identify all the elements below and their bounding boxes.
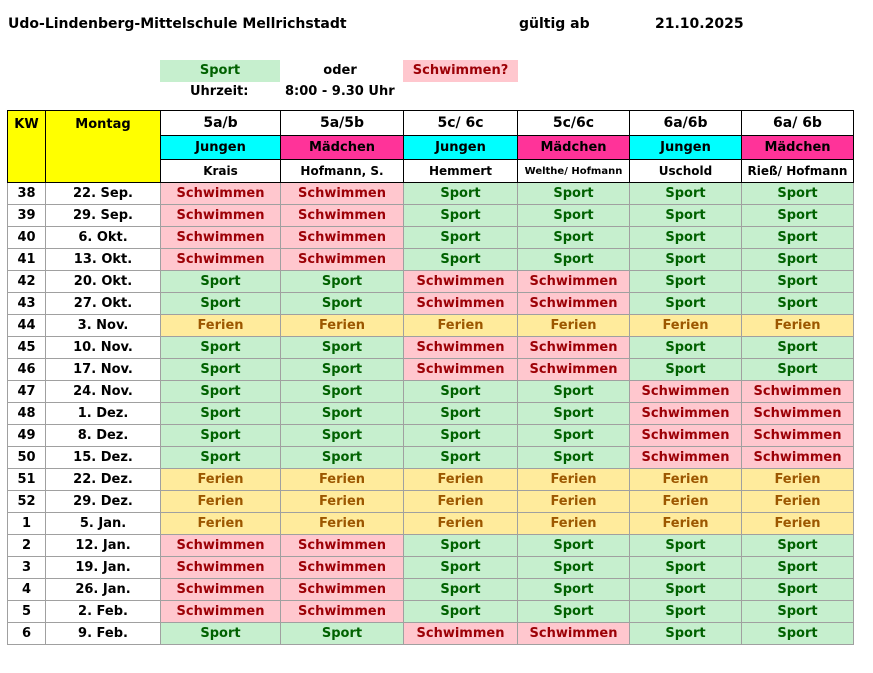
schedule-cell: Sport	[742, 293, 854, 315]
monday-date: 10. Nov.	[46, 337, 161, 359]
schedule-cell: Sport	[630, 623, 742, 645]
schedule-cell: Schwimmen	[404, 271, 518, 293]
schedule-cell: Schwimmen	[281, 205, 404, 227]
schedule-cell: Ferien	[518, 513, 630, 535]
schedule-cell: Sport	[161, 425, 281, 447]
schedule-table	[7, 110, 854, 645]
week-number: 48	[8, 403, 46, 425]
schedule-cell: Sport	[630, 359, 742, 381]
schedule-cell: Sport	[518, 447, 630, 469]
week-number: 1	[8, 513, 46, 535]
schedule-cell: Sport	[161, 271, 281, 293]
monday-date: 19. Jan.	[46, 557, 161, 579]
table-row	[8, 205, 854, 227]
table-row	[8, 535, 854, 557]
schedule-cell: Schwimmen	[281, 227, 404, 249]
schedule-cell: Sport	[281, 293, 404, 315]
gender-header: Jungen	[404, 136, 518, 160]
schedule-cell: Ferien	[404, 315, 518, 337]
schedule-cell: Sport	[518, 381, 630, 403]
schedule-cell: Sport	[281, 337, 404, 359]
schedule-cell: Sport	[161, 447, 281, 469]
schedule-cell: Sport	[161, 403, 281, 425]
monday-date: 22. Sep.	[46, 183, 161, 205]
monday-date: 17. Nov.	[46, 359, 161, 381]
schedule-cell: Ferien	[281, 315, 404, 337]
legend-sport: Sport	[160, 60, 280, 82]
schedule-cell: Sport	[742, 601, 854, 623]
schedule-cell: Sport	[404, 601, 518, 623]
monday-date: 13. Okt.	[46, 249, 161, 271]
schedule-cell: Sport	[281, 359, 404, 381]
class-name-header: 5a/5b	[281, 111, 404, 136]
table-row	[8, 447, 854, 469]
table-row	[8, 337, 854, 359]
gender-header: Mädchen	[742, 136, 854, 160]
schedule-cell: Sport	[630, 535, 742, 557]
schedule-cell: Schwimmen	[518, 359, 630, 381]
week-number: 41	[8, 249, 46, 271]
schedule-cell: Ferien	[404, 469, 518, 491]
table-row	[8, 403, 854, 425]
schedule-cell: Ferien	[518, 491, 630, 513]
class-name-header: 6a/ 6b	[742, 111, 854, 136]
time-value: 8:00 - 9.30 Uhr	[285, 84, 395, 99]
schedule-cell: Schwimmen	[742, 381, 854, 403]
schedule-cell: Schwimmen	[630, 425, 742, 447]
table-row	[8, 425, 854, 447]
schedule-cell: Sport	[404, 403, 518, 425]
monday-date: 29. Dez.	[46, 491, 161, 513]
legend-swim: Schwimmen?	[403, 60, 518, 82]
table-row	[8, 381, 854, 403]
monday-date: 6. Okt.	[46, 227, 161, 249]
schedule-cell: Ferien	[161, 491, 281, 513]
table-row	[8, 557, 854, 579]
week-number: 47	[8, 381, 46, 403]
schedule-cell: Schwimmen	[281, 183, 404, 205]
table-row	[8, 183, 854, 205]
schedule-cell: Schwimmen	[161, 227, 281, 249]
schedule-cell: Schwimmen	[518, 337, 630, 359]
week-number: 40	[8, 227, 46, 249]
gender-header: Jungen	[161, 136, 281, 160]
schedule-cell: Schwimmen	[281, 579, 404, 601]
schedule-cell: Sport	[742, 623, 854, 645]
schedule-cell: Sport	[630, 579, 742, 601]
table-row	[8, 249, 854, 271]
schedule-cell: Schwimmen	[161, 601, 281, 623]
week-number: 43	[8, 293, 46, 315]
table-row	[8, 491, 854, 513]
schedule-cell: Schwimmen	[404, 359, 518, 381]
schedule-cell: Sport	[630, 601, 742, 623]
teacher-header: Hofmann, S.	[281, 160, 404, 183]
schedule-cell: Schwimmen	[630, 403, 742, 425]
week-number: 2	[8, 535, 46, 557]
schedule-cell: Sport	[404, 447, 518, 469]
teacher-header: Krais	[161, 160, 281, 183]
schedule-cell: Ferien	[742, 315, 854, 337]
schedule-cell: Schwimmen	[161, 535, 281, 557]
schedule-cell: Sport	[630, 249, 742, 271]
schedule-cell: Sport	[742, 205, 854, 227]
monday-date: 3. Nov.	[46, 315, 161, 337]
table-row	[8, 359, 854, 381]
schedule-cell: Schwimmen	[161, 579, 281, 601]
monday-date: 9. Feb.	[46, 623, 161, 645]
schedule-cell: Schwimmen	[518, 623, 630, 645]
table-row	[8, 293, 854, 315]
schedule-cell: Sport	[404, 535, 518, 557]
schedule-cell: Schwimmen	[161, 557, 281, 579]
schedule-cell: Sport	[518, 557, 630, 579]
schedule-cell: Ferien	[161, 315, 281, 337]
schedule-cell: Sport	[630, 205, 742, 227]
kw-header: KW	[8, 111, 46, 183]
table-row	[8, 623, 854, 645]
table-row	[8, 579, 854, 601]
table-row	[8, 513, 854, 535]
schedule-cell: Sport	[518, 249, 630, 271]
schedule-cell: Schwimmen	[518, 293, 630, 315]
schedule-cell: Sport	[404, 557, 518, 579]
gender-header: Mädchen	[281, 136, 404, 160]
schedule-cell: Sport	[404, 249, 518, 271]
week-number: 49	[8, 425, 46, 447]
legend-or: oder	[323, 63, 357, 78]
schedule-cell: Sport	[518, 579, 630, 601]
table-row	[8, 271, 854, 293]
table-row	[8, 227, 854, 249]
schedule-cell: Sport	[630, 293, 742, 315]
schedule-cell: Ferien	[742, 469, 854, 491]
week-number: 5	[8, 601, 46, 623]
monday-date: 22. Dez.	[46, 469, 161, 491]
day-header: Montag	[46, 111, 161, 183]
schedule-cell: Ferien	[518, 315, 630, 337]
schedule-cell: Sport	[281, 403, 404, 425]
schedule-cell: Ferien	[630, 513, 742, 535]
schedule-cell: Schwimmen	[404, 337, 518, 359]
schedule-cell: Sport	[518, 535, 630, 557]
schedule-cell: Sport	[630, 227, 742, 249]
schedule-cell: Sport	[742, 249, 854, 271]
monday-date: 8. Dez.	[46, 425, 161, 447]
schedule-cell: Schwimmen	[281, 557, 404, 579]
schedule-cell: Schwimmen	[161, 205, 281, 227]
schedule-cell: Schwimmen	[742, 447, 854, 469]
schedule-cell: Ferien	[161, 513, 281, 535]
schedule-cell: Sport	[630, 337, 742, 359]
schedule-cell: Schwimmen	[281, 601, 404, 623]
schedule-cell: Schwimmen	[630, 381, 742, 403]
schedule-cell: Sport	[404, 205, 518, 227]
schedule-cell: Ferien	[281, 469, 404, 491]
week-number: 39	[8, 205, 46, 227]
schedule-cell: Sport	[518, 205, 630, 227]
schedule-cell: Ferien	[518, 469, 630, 491]
week-number: 52	[8, 491, 46, 513]
teacher-header: Rieß/ Hofmann	[742, 160, 854, 183]
week-number: 51	[8, 469, 46, 491]
monday-date: 24. Nov.	[46, 381, 161, 403]
schedule-cell: Sport	[161, 359, 281, 381]
schedule-cell: Sport	[630, 183, 742, 205]
schedule-cell: Sport	[161, 623, 281, 645]
schedule-cell: Schwimmen	[742, 425, 854, 447]
schedule-cell: Sport	[742, 359, 854, 381]
monday-date: 12. Jan.	[46, 535, 161, 557]
schedule-cell: Sport	[742, 579, 854, 601]
schedule-cell: Schwimmen	[630, 447, 742, 469]
schedule-cell: Sport	[161, 337, 281, 359]
class-name-header: 5c/6c	[518, 111, 630, 136]
week-number: 42	[8, 271, 46, 293]
schedule-cell: Sport	[404, 579, 518, 601]
schedule-cell: Ferien	[404, 491, 518, 513]
schedule-cell: Sport	[742, 183, 854, 205]
schedule-cell: Schwimmen	[281, 535, 404, 557]
valid-from-date: 21.10.2025	[655, 16, 744, 32]
schedule-cell: Sport	[281, 623, 404, 645]
schedule-cell: Sport	[630, 271, 742, 293]
table-row	[8, 601, 854, 623]
monday-date: 15. Dez.	[46, 447, 161, 469]
schedule-cell: Sport	[404, 425, 518, 447]
schedule-cell: Sport	[281, 425, 404, 447]
schedule-cell: Sport	[161, 293, 281, 315]
monday-date: 27. Okt.	[46, 293, 161, 315]
schedule-cell: Ferien	[404, 513, 518, 535]
schedule-cell: Sport	[518, 403, 630, 425]
table-row	[8, 469, 854, 491]
schedule-cell: Sport	[404, 183, 518, 205]
class-name-header: 5a/b	[161, 111, 281, 136]
monday-date: 20. Okt.	[46, 271, 161, 293]
schedule-cell: Sport	[630, 557, 742, 579]
week-number: 6	[8, 623, 46, 645]
schedule-cell: Sport	[742, 557, 854, 579]
gender-header: Mädchen	[518, 136, 630, 160]
schedule-cell: Ferien	[161, 469, 281, 491]
week-number: 45	[8, 337, 46, 359]
teacher-header: Uschold	[630, 160, 742, 183]
schedule-cell: Sport	[742, 271, 854, 293]
monday-date: 5. Jan.	[46, 513, 161, 535]
schedule-cell: Ferien	[742, 513, 854, 535]
time-label: Uhrzeit:	[190, 84, 249, 99]
week-number: 50	[8, 447, 46, 469]
schedule-cell: Sport	[404, 227, 518, 249]
schedule-cell: Sport	[518, 601, 630, 623]
schedule-cell: Ferien	[630, 469, 742, 491]
class-header-row	[8, 111, 854, 136]
schedule-cell: Ferien	[630, 491, 742, 513]
schedule-cell: Sport	[518, 227, 630, 249]
schedule-cell: Schwimmen	[742, 403, 854, 425]
week-number: 46	[8, 359, 46, 381]
schedule-cell: Sport	[281, 447, 404, 469]
valid-from-label: gültig ab	[519, 16, 590, 32]
schedule-cell: Schwimmen	[161, 249, 281, 271]
schedule-cell: Sport	[281, 381, 404, 403]
monday-date: 29. Sep.	[46, 205, 161, 227]
monday-date: 1. Dez.	[46, 403, 161, 425]
schedule-body	[8, 183, 854, 645]
class-name-header: 6a/6b	[630, 111, 742, 136]
school-name: Udo-Lindenberg-Mittelschule Mellrichstadt	[8, 16, 347, 32]
schedule-cell: Ferien	[742, 491, 854, 513]
week-number: 4	[8, 579, 46, 601]
schedule-cell: Sport	[161, 381, 281, 403]
monday-date: 2. Feb.	[46, 601, 161, 623]
class-name-header: 5c/ 6c	[404, 111, 518, 136]
schedule-cell: Schwimmen	[161, 183, 281, 205]
schedule-cell: Schwimmen	[404, 623, 518, 645]
schedule-cell: Sport	[742, 535, 854, 557]
schedule-cell: Sport	[742, 227, 854, 249]
schedule-cell: Schwimmen	[404, 293, 518, 315]
schedule-cell: Sport	[518, 425, 630, 447]
schedule-cell: Ferien	[630, 315, 742, 337]
schedule-cell: Sport	[742, 337, 854, 359]
schedule-cell: Schwimmen	[518, 271, 630, 293]
schedule-cell: Ferien	[281, 491, 404, 513]
week-number: 38	[8, 183, 46, 205]
schedule-cell: Sport	[404, 381, 518, 403]
schedule-cell: Schwimmen	[281, 249, 404, 271]
week-number: 3	[8, 557, 46, 579]
gender-header: Jungen	[630, 136, 742, 160]
teacher-header: Hemmert	[404, 160, 518, 183]
week-number: 44	[8, 315, 46, 337]
teacher-header: Welthe/ Hofmann	[518, 160, 630, 183]
schedule-cell: Ferien	[281, 513, 404, 535]
schedule-cell: Sport	[518, 183, 630, 205]
table-row	[8, 315, 854, 337]
schedule-cell: Sport	[281, 271, 404, 293]
monday-date: 26. Jan.	[46, 579, 161, 601]
